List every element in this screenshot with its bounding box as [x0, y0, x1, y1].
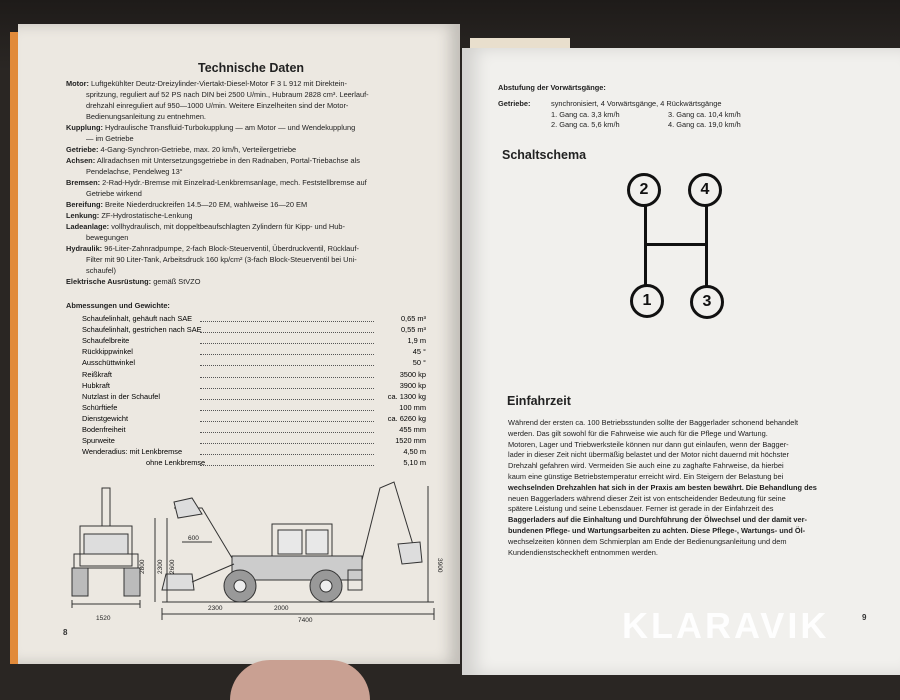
dims-value: 0,65 m³	[400, 314, 426, 323]
spec-text: Luftgekühlter Deutz-Dreizylinder-Viertakt-Diesel-Motor F 3 L 912 mit Direktein-	[91, 79, 347, 88]
dim-h1: 2800	[139, 559, 146, 574]
dims-value: 100 mm	[399, 402, 426, 412]
spec-label: Kupplung:	[66, 123, 103, 132]
spec-line	[86, 189, 142, 198]
dims-row	[82, 358, 434, 368]
dims-value: 45 °	[412, 347, 426, 357]
spec-text: 96-Liter-Zahnradpumpe, 2-fach Block-Steuerventil, Überdruckventil, Rücklauf-	[104, 244, 359, 253]
dims-label: Dienstgewicht	[82, 413, 129, 423]
dims-leader	[200, 358, 374, 366]
dims-label: Hubkraft	[82, 380, 110, 390]
dim-bucket: 600	[188, 535, 199, 542]
dims-row	[82, 370, 434, 380]
dims-row	[82, 314, 434, 324]
dims-leader	[200, 392, 374, 400]
dims-leader	[200, 414, 374, 422]
dims-leader	[200, 370, 374, 378]
runin-line: Während der ersten ca. 100 Betriebsstunden sollte der Baggerlader schonend behandelt	[508, 418, 799, 427]
dims-row	[82, 392, 434, 402]
shift-slot-neutral	[644, 243, 708, 246]
dims-label: Rückkippwinkel	[82, 347, 133, 357]
spec-label: Achsen:	[66, 156, 96, 165]
dims-row	[82, 447, 434, 457]
spec-text: gemäß StVZO	[153, 277, 201, 286]
gear-position-1: 1	[630, 284, 664, 318]
dims-label: Ausschüttwinkel	[82, 358, 135, 368]
dims-label: Bodenfreiheit	[82, 425, 126, 434]
dims-label: Reißkraft	[82, 369, 112, 379]
runin-line: wechselnden Drehzahlen hat sich in der Praxis am besten bewährt. Die Behandlung des	[508, 482, 817, 492]
dims-value: 3500 kp	[399, 369, 426, 379]
spec-label: Hydraulik:	[66, 244, 103, 253]
spec-label: Ladeanlage:	[66, 222, 110, 231]
dims-label: Schaufelinhalt, gestrichen nach SAE	[82, 325, 202, 335]
runin-line: Drehzahl gefahren wird. Vermeiden Sie auch eine zu zaghafte Fahrweise, da hierbei	[508, 461, 784, 471]
gear-3: 3. Gang ca. 10,4 km/h	[668, 110, 741, 119]
dims-row	[82, 325, 434, 335]
spec-text: bewegungen	[86, 233, 129, 242]
dims-leader	[200, 458, 374, 466]
dims-value: 4,50 m	[403, 447, 426, 457]
spec-label: Bereifung:	[66, 200, 103, 209]
spec-text: Bedienungsanleitung zu entnehmen.	[86, 112, 206, 121]
spec-line	[86, 101, 348, 110]
spec-label: Elektrische Ausrüstung:	[66, 277, 152, 286]
dim-h3: 2600	[169, 559, 176, 574]
dims-label: Schaufelinhalt, gehäuft nach SAE	[82, 314, 193, 323]
spec-text: Hydraulische Transfluid-Turbokupplung — am Motor — und Wendekupplung	[105, 123, 356, 132]
runin-line: bundenen Pflege- und Wartungsarbeiten zu achten. Diese Pflege-, Wartungs- und Öl-	[508, 525, 806, 535]
loader-drawing	[62, 478, 444, 628]
page-title: Technische Daten	[198, 61, 305, 75]
dim-rear-height: 3900	[436, 558, 443, 573]
dims-label: Nutzlast in der Schaufel	[82, 391, 161, 401]
spec-text: schaufel)	[86, 266, 116, 275]
dim-h2: 2300	[157, 559, 164, 574]
spec-text: drehzahl einreguliert auf 950—1000 U/min. Weitere Einzelheiten sind der Motor-	[86, 101, 349, 110]
runin-text	[508, 418, 863, 558]
spec-text: vollhydraulisch, mit doppeltbeaufschlagten Zylindern für Kipp- und Hub-	[111, 222, 345, 231]
dims-label: Schürftiefe	[82, 402, 118, 412]
page-number-right: 9	[862, 613, 867, 622]
runin-line: Kundendienstscheckheft entnommen werden.	[508, 547, 658, 557]
dims-heading: Abmessungen und Gewichte:	[66, 301, 170, 310]
dims-row	[82, 458, 434, 468]
dims-value: ca. 1300 kg	[387, 391, 426, 401]
spec-text: Filter mit 90 Liter-Tank, Arbeitsdruck 160 kp/cm² (3-fach Block-Steuerventil bei Uni-	[86, 255, 357, 264]
dims-leader	[200, 425, 374, 433]
dims-leader	[200, 403, 374, 411]
dim-front: 2300	[208, 605, 223, 612]
spec-text: Pendelachse, Pendelweg 13°	[86, 167, 183, 176]
right-page	[462, 48, 900, 675]
runin-line: Baggerladers auf die Einhaltung und Durchführung der Ölwechsel und der damit ver-	[508, 515, 807, 525]
runin-title: Einfahrzeit	[507, 394, 571, 408]
dim-total: 7400	[298, 617, 313, 624]
spec-line	[66, 200, 307, 209]
dims-label: Schaufelbreite	[82, 336, 130, 346]
spec-text: spritzung, reguliert auf 52 PS nach DIN bei 2500 U/min., Hubraum 2828 cm³. Leerlauf-	[86, 90, 369, 99]
dims-leader	[200, 436, 374, 444]
spec-line	[66, 244, 359, 253]
spec-label: Lenkung:	[66, 211, 100, 220]
spec-line	[66, 277, 200, 286]
spec-text: 4-Gang-Synchron-Getriebe, max. 20 km/h, Verteilergetriebe	[100, 145, 297, 154]
dims-label: Wenderadius: mit Lenkbremse	[82, 447, 183, 457]
shift-slot-right	[705, 200, 708, 292]
spec-text: 2-Rad-Hydr.-Bremse mit Einzelrad-Lenkbremsanlage, mech. Feststellbremse auf	[102, 178, 367, 187]
runin-line: wechselzeiten können dem Schmierplan am Ende der Bedienungsanleitung und dem	[508, 536, 787, 546]
dims-value: 1520 mm	[395, 436, 426, 446]
spec-line	[86, 233, 128, 242]
spec-line	[86, 167, 183, 176]
runin-line: spätere Leistung und seine Lebensdauer. Ferner ist gerade in der Einfahrzeit des	[508, 504, 774, 514]
spec-text: Getriebe wirkend	[86, 189, 142, 198]
gears-label: Getriebe:	[498, 99, 531, 108]
spec-label: Bremsen:	[66, 178, 101, 187]
dims-row	[82, 347, 434, 357]
dims-row	[82, 403, 434, 413]
runin-line: neuen Baggerladers während dieser Zeit ist von entscheidender Bedeutung für seine	[508, 493, 786, 503]
spec-text: — im Getriebe	[86, 134, 134, 143]
watermark-logo: KLARAVIK	[622, 605, 830, 646]
spec-line	[66, 178, 367, 187]
dim-wheelbase: 2000	[274, 605, 289, 612]
gear-position-4: 4	[688, 173, 722, 207]
spec-line	[66, 211, 193, 220]
spec-text: Allradachsen mit Untersetzungsgetriebe in den Radnaben, Portal-Triebachse als	[96, 156, 360, 165]
spec-line	[86, 90, 369, 99]
dims-value: 50 °	[412, 358, 426, 368]
spec-line	[66, 79, 347, 88]
spec-text: Breite Niederdruckreifen 14.5—20 EM, wahlweise 16—20 EM	[105, 200, 308, 209]
dims-leader	[200, 381, 374, 389]
page-number-left: 8	[63, 628, 68, 637]
dims-value: 3900 kp	[399, 380, 426, 390]
runin-line: Motoren, Lager und Triebwerksteile können nur dann gut einlaufen, wenn der Bagger-	[508, 439, 789, 449]
dims-row	[82, 436, 434, 446]
gear-2: 2. Gang ca. 5,6 km/h	[551, 120, 620, 129]
runin-line: kaum eine günstige Betriebstemperatur erreicht wird. Ein Steigern der Belastung bei	[508, 471, 784, 481]
dims-value: 1,9 m	[407, 336, 426, 346]
spec-line	[86, 255, 357, 264]
dims-label: ohne Lenkbremse	[146, 458, 206, 468]
shift-slot-left	[644, 200, 647, 292]
spec-line	[86, 134, 134, 143]
dims-leader	[200, 347, 374, 355]
runin-line: werden. Das gilt sowohl für die Fahrweise wie auch für die Pflege und Wartung.	[508, 428, 768, 438]
gears-desc: synchronisiert, 4 Vorwärtsgänge, 4 Rückwärtsgänge	[551, 99, 722, 108]
spec-line	[86, 112, 206, 121]
dims-value: ca. 6260 kg	[387, 413, 426, 423]
runin-line: lader in dieser Zeit nicht übermäßig belastet und der Motor nicht dauernd mit höchster	[508, 450, 789, 460]
dims-value: 455 mm	[399, 425, 426, 434]
schema-title: Schaltschema	[502, 148, 587, 162]
dims-value: 0,55 m³	[400, 325, 426, 335]
gear-1: 1. Gang ca. 3,3 km/h	[551, 110, 620, 119]
gear-4: 4. Gang ca. 19,0 km/h	[668, 120, 741, 129]
thumb	[230, 660, 370, 700]
dims-row	[82, 381, 434, 391]
gear-position-2: 2	[627, 173, 661, 207]
spec-text: ZF-Hydrostatische-Lenkung	[101, 211, 193, 220]
spec-line	[66, 145, 296, 154]
gear-position-3: 3	[690, 285, 724, 319]
spec-line	[66, 123, 355, 132]
spec-line	[66, 222, 345, 231]
spec-label: Getriebe:	[66, 145, 99, 154]
dims-value: 5,10 m	[403, 458, 426, 468]
dims-leader	[200, 447, 374, 455]
dims-leader	[200, 336, 374, 344]
dims-leader	[200, 314, 374, 322]
dims-label: Spurweite	[82, 436, 115, 446]
dims-row	[82, 336, 434, 346]
dims-row	[82, 414, 434, 424]
dim-track: 1520	[96, 615, 111, 622]
gears-heading: Abstufung der Vorwärtsgänge:	[498, 83, 606, 92]
spec-line	[66, 156, 360, 165]
dims-leader	[200, 325, 374, 333]
spec-label: Motor:	[66, 79, 89, 88]
dims-row	[82, 425, 434, 435]
spec-line	[86, 266, 116, 275]
